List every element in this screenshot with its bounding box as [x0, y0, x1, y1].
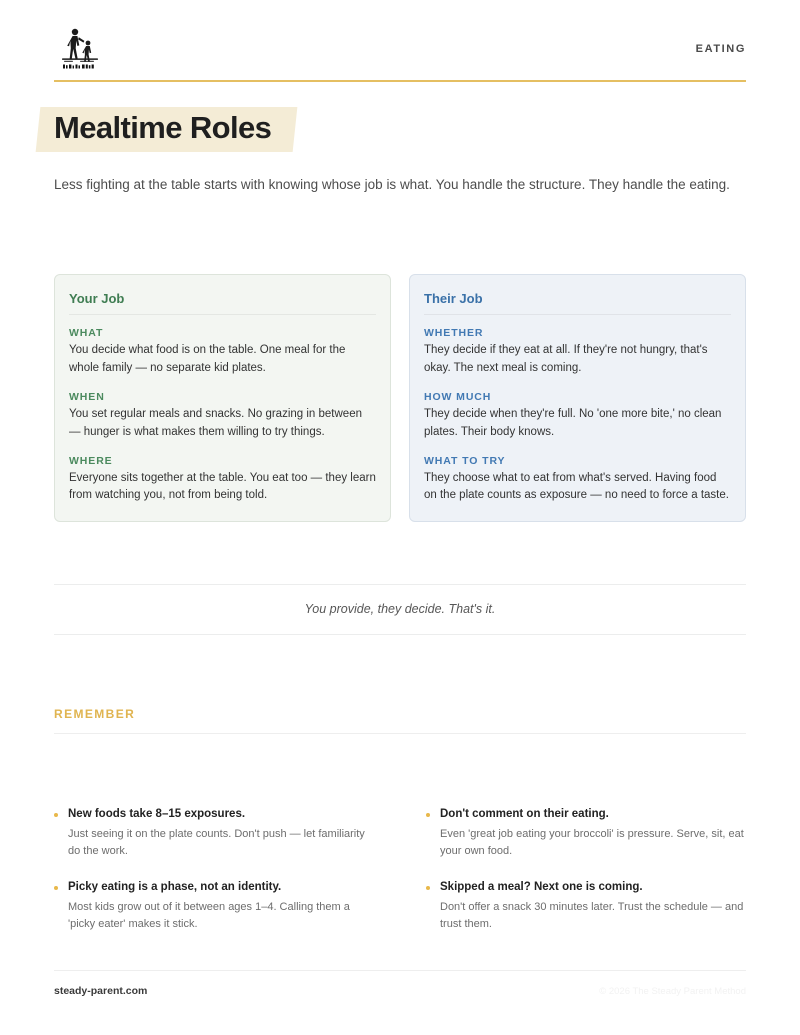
card-item: [424, 455, 731, 506]
remember-columns: [54, 806, 746, 934]
footer-row: [54, 985, 746, 997]
remember-rule: [54, 733, 746, 734]
card-item-text: They decide when they're full. No 'one more bite,' no clean plates. Their body knows.: [424, 407, 722, 438]
card-item: [69, 455, 376, 506]
card-item-text: Everyone sits together at the table. You eat too — they learn from watching you, not from being told.: [69, 471, 376, 502]
card-item-label: WHEN: [69, 390, 105, 403]
list-item-text: Even 'great job eating your broccoli' is pressure. Serve, sit, eat your own food.: [440, 827, 744, 858]
header-gold-rule: [54, 80, 746, 82]
footer-copyright: © 2026 The Steady Parent Method: [599, 985, 746, 997]
title-block: [54, 104, 746, 196]
page-deck: Less fighting at the table starts with knowing whose job is what. You handle the structure. They handle the eating.: [54, 177, 730, 192]
list-item-body: [68, 879, 374, 934]
list-item-text: Don't offer a snack 30 minutes later. Trust the schedule — and trust them.: [440, 900, 744, 931]
list-item-title: Don't comment on their eating.: [440, 808, 609, 821]
parent-and-child-logo-icon: [54, 27, 106, 71]
list-item-title: Picky eating is a phase, not an identity.: [68, 881, 282, 893]
card-item: [69, 391, 376, 442]
page-footer: [54, 970, 746, 997]
card-item-label: WHAT: [69, 327, 104, 340]
card-their-job-title: Their Job: [424, 291, 483, 307]
page-header: [54, 0, 746, 60]
card-divider: [69, 314, 376, 315]
card-divider: [424, 314, 731, 315]
card-item: [424, 391, 731, 442]
list-item-body: [440, 879, 746, 934]
card-item-text: You set regular meals and snacks. No grazing in between — hunger is what makes them willing to try things.: [69, 407, 362, 438]
card-item-text: They decide if they eat at all. If they're not hungry, that's okay. The next meal is coming.: [424, 344, 708, 375]
list-item-title: New foods take 8–15 exposures.: [68, 808, 246, 821]
remember-section: [54, 707, 746, 934]
card-item-label: HOW MUCH: [424, 390, 492, 403]
remember-column-left: [54, 806, 374, 934]
bullet-dot-icon: [54, 813, 58, 817]
list-item-title: Skipped a meal? Next one is coming.: [440, 881, 643, 893]
remember-column-right: [426, 806, 746, 934]
brand-logo: [54, 27, 106, 71]
list-item: [54, 879, 374, 934]
footer-rule: [54, 970, 746, 971]
card-item-label: WHETHER: [424, 327, 484, 340]
card-item-text: They choose what to eat from what's served. Having food on the plate counts as exposure — no need to force a taste.: [424, 471, 729, 502]
list-item-text: Most kids grow out of it between ages 1–4. Calling them a 'picky eater' makes it stick.: [68, 900, 350, 931]
card-your-job-title: Your Job: [69, 291, 125, 307]
pull-quote-block: [54, 584, 746, 635]
roles-card-row: [54, 274, 746, 522]
card-their-job: [409, 274, 746, 522]
bullet-dot-icon: [54, 886, 58, 890]
list-item-body: [440, 806, 746, 861]
card-your-job: [54, 274, 391, 522]
card-item: [69, 327, 376, 378]
list-item: [54, 806, 374, 861]
page-title: Mealtime Roles: [54, 110, 272, 145]
bullet-dot-icon: [426, 813, 430, 817]
card-item-label: WHERE: [69, 454, 113, 467]
list-item-body: [68, 806, 374, 861]
list-item-text: Just seeing it on the plate counts. Don't push — let familiarity do the work.: [68, 827, 365, 858]
remember-heading: REMEMBER: [54, 707, 136, 722]
list-item: [426, 879, 746, 934]
pull-quote-text: You provide, they decide. That's it.: [304, 602, 496, 617]
card-item-label: WHAT TO TRY: [424, 454, 506, 467]
list-item: [426, 806, 746, 861]
footer-site-url[interactable]: steady-parent.com: [54, 985, 148, 997]
card-item: [424, 327, 731, 378]
section-eyebrow: EATING: [695, 43, 746, 55]
title-highlight-wrap: [54, 104, 275, 154]
card-item-text: You decide what food is on the table. One meal for the whole family — no separate kid plates.: [69, 344, 346, 375]
bullet-dot-icon: [426, 886, 430, 890]
